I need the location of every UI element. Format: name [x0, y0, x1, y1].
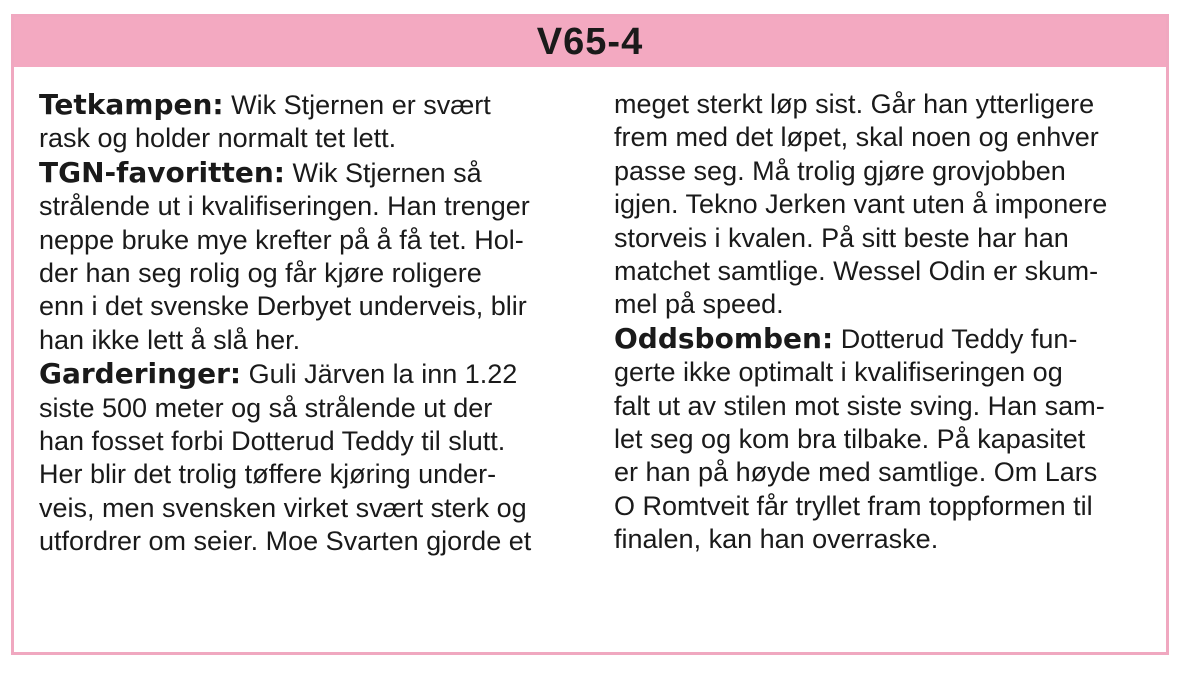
text-line: [39, 357, 531, 391]
left-column: [39, 88, 531, 559]
text-line: han fosset forbi Dotterud Teddy til slutt.: [39, 426, 506, 457]
text-line: matchet samtlige. Wessel Odin er skum-: [614, 256, 1099, 287]
text-line: er han på høyde med samtlige. Om Lars: [614, 457, 1098, 488]
text-line: rask og holder normalt tet lett.: [39, 123, 397, 154]
text-line: igjen. Tekno Jerken vant uten å imponere: [614, 189, 1108, 220]
text-line: [614, 322, 1107, 356]
section-lead: Oddsbomben:: [614, 321, 834, 355]
section-lead: Tetkampen:: [39, 88, 224, 121]
text-line: frem med det løpet, skal noen og enhver: [614, 122, 1099, 153]
section-garderinger: [39, 357, 531, 558]
text-line: utfordrer om seier. Moe Svarten gjorde et: [39, 526, 532, 557]
text-line: [39, 156, 531, 190]
section-oddsbomben: [614, 322, 1107, 557]
text-line: O Romtveit får tryllet fram toppformen til: [614, 490, 1093, 521]
v65-article-box: [11, 14, 1169, 655]
text-line: enn i det svenske Derbyet underveis, blir: [39, 291, 527, 322]
text-line: let seg og kom bra tilbake. På kapasitet: [614, 424, 1086, 455]
text-line: storveis i kvalen. På sitt beste har han: [614, 222, 1069, 253]
text-run: Guli Järven la inn 1.22: [248, 359, 518, 390]
text-run: Wik Stjernen så: [292, 157, 482, 188]
text-line: gerte ikke optimalt i kvalifiseringen og: [614, 357, 1063, 388]
continuation-block: [614, 88, 1107, 322]
text-line: falt ut av stilen mot siste sving. Han sam-: [614, 390, 1105, 421]
text-line: neppe bruke mye krefter på å få tet. Hol-: [39, 224, 524, 255]
text-line: Her blir det trolig tøffere kjøring under-: [39, 459, 497, 490]
text-line: passe seg. Må trolig gjøre grovjobben: [614, 155, 1066, 186]
section-tetkampen: [39, 88, 531, 156]
text-line: der han seg rolig og får kjøre roligere: [39, 258, 482, 289]
text-line: finalen, kan han overraske.: [614, 524, 939, 555]
text-line: [39, 88, 531, 122]
text-line: meget sterkt løp sist. Går han ytterligere: [614, 89, 1095, 119]
text-line: veis, men svensken virket svært sterk og: [39, 492, 527, 523]
race-title: V65-4: [536, 21, 644, 63]
right-column: [614, 88, 1107, 557]
section-tgn-favoritten: [39, 156, 531, 357]
text-line: han ikke lett å slå her.: [39, 324, 301, 355]
text-line: siste 500 meter og så strålende ut der: [39, 392, 493, 423]
text-line: strålende ut i kvalifiseringen. Han trenger: [39, 191, 530, 222]
section-lead: TGN-favoritten:: [39, 155, 285, 189]
header-bar: [14, 17, 1166, 67]
text-run: Wik Stjernen er svært: [231, 90, 491, 120]
text-run: Dotterud Teddy fun-: [840, 323, 1078, 354]
text-line: mel på speed.: [614, 289, 784, 320]
section-lead: Garderinger:: [39, 357, 242, 391]
